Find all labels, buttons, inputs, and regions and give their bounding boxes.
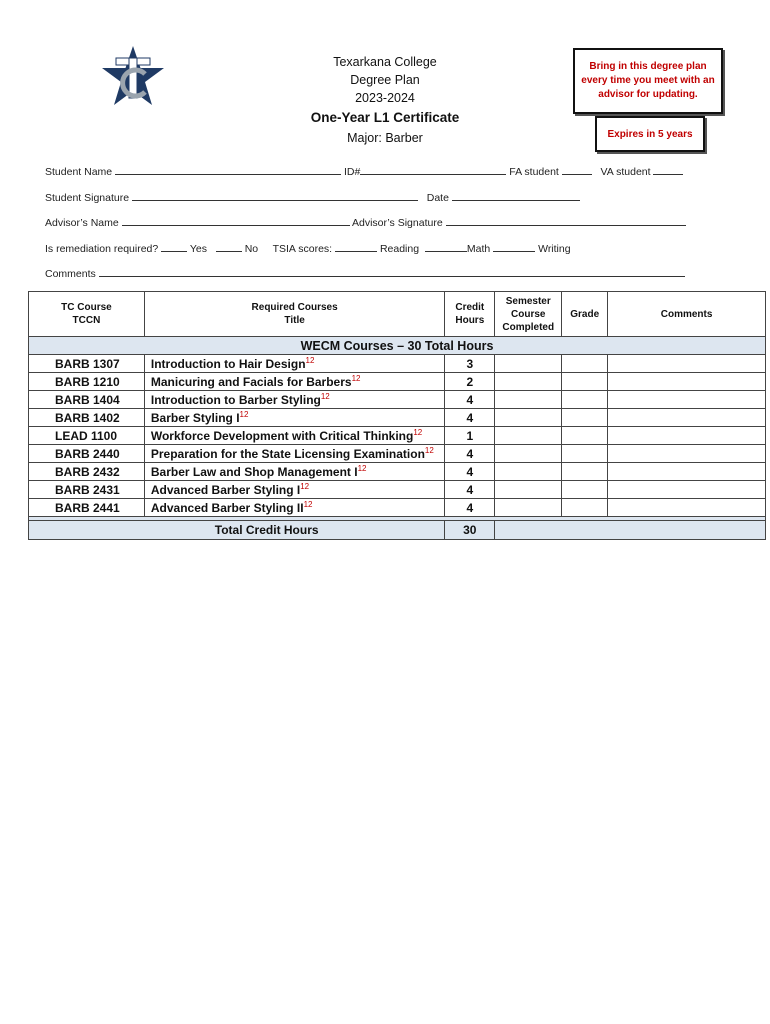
grade-cell[interactable] [562,445,608,463]
student-name-label: Student Name [45,166,113,178]
math-label: Math [466,243,491,255]
course-footnote: 12 [303,500,313,509]
tsia-label: TSIA scores: [272,243,333,255]
semester-completed-cell[interactable] [495,373,562,391]
student-name-field[interactable] [115,164,341,175]
fa-student-label: FA student [509,166,559,178]
comments-cell[interactable] [608,355,766,373]
course-title: Introduction to Hair Design [150,357,306,371]
course-title-cell [144,445,444,463]
table-row [29,427,766,445]
course-title: Workforce Development with Critical Thinking [150,429,414,443]
math-field[interactable] [425,241,467,252]
section-title: WECM Courses – 30 Total Hours [29,337,766,355]
course-title: Advanced Barber Styling I [150,483,301,497]
course-footnote: 12 [300,482,310,491]
grade-cell[interactable] [562,499,608,517]
course-code: BARB 1402 [29,409,145,427]
semester-completed-cell[interactable] [495,355,562,373]
comments-cell[interactable] [608,499,766,517]
course-footnote: 12 [239,410,249,419]
table-row [29,373,766,391]
table-row [29,463,766,481]
course-footnote: 12 [351,374,361,383]
student-signature-label: Student Signature [45,192,130,204]
course-footnote: 12 [320,392,330,401]
remediation-label: Is remediation required? [45,243,159,255]
course-footnote: 12 [357,464,367,473]
comments-cell[interactable] [608,373,766,391]
col-credit-hours: Credit Hours [445,292,495,337]
student-signature-field[interactable] [132,190,418,201]
semester-completed-cell[interactable] [495,445,562,463]
comments-field[interactable] [99,266,685,277]
tc-star-logo-icon [100,44,166,110]
course-title: Preparation for the State Licensing Examination [150,447,425,461]
date-field[interactable] [452,190,580,201]
course-code: BARB 2441 [29,499,145,517]
col-grade: Grade [562,292,608,337]
fa-student-field[interactable] [562,164,592,175]
va-student-label: VA student [600,166,651,178]
course-hours: 4 [445,481,495,499]
major-label: Major: Barber [347,131,423,145]
advisors-name-field[interactable] [122,215,350,226]
course-title: Barber Law and Shop Management I [150,465,358,479]
semester-completed-cell[interactable] [495,391,562,409]
no-field[interactable] [216,241,242,252]
plan-year: 2023-2024 [355,91,415,105]
course-footnote: 12 [424,446,434,455]
comments-cell[interactable] [608,463,766,481]
expires-text: Expires in 5 years [607,128,693,140]
col-semester-completed: Semester Course Completed [495,292,562,337]
notice-box [573,48,723,114]
course-hours: 3 [445,355,495,373]
course-title: Manicuring and Facials for Barbers [150,375,352,389]
grade-cell[interactable] [562,409,608,427]
table-row [29,499,766,517]
course-hours: 4 [445,391,495,409]
reading-label: Reading [379,243,420,255]
doc-type: Degree Plan [350,73,420,87]
total-label: Total Credit Hours [29,521,445,540]
course-code: LEAD 1100 [29,427,145,445]
course-title: Advanced Barber Styling II [150,501,304,515]
course-code: BARB 2431 [29,481,145,499]
no-label: No [244,243,259,255]
course-title-cell [144,391,444,409]
notice-text: Bring in this degree plan every time you meet with an advisor for updating. [581,61,715,100]
advisor-line [45,215,686,229]
table-header-row [29,292,766,337]
semester-completed-cell[interactable] [495,499,562,517]
comments-label: Comments [45,268,96,280]
signature-line [45,190,580,204]
course-hours: 4 [445,445,495,463]
course-title-cell [144,427,444,445]
yes-label: Yes [189,243,208,255]
course-hours: 4 [445,463,495,481]
course-title: Introduction to Barber Styling [150,393,321,407]
yes-field[interactable] [161,241,187,252]
course-code: BARB 2440 [29,445,145,463]
advisors-name-label: Advisor’s Name [45,217,119,229]
semester-completed-cell[interactable] [495,481,562,499]
semester-completed-cell[interactable] [495,427,562,445]
course-hours: 4 [445,409,495,427]
grade-cell[interactable] [562,373,608,391]
comments-cell[interactable] [608,445,766,463]
id-label: ID# [343,166,361,178]
va-student-field[interactable] [653,164,683,175]
course-title-cell [144,373,444,391]
course-footnote: 12 [305,356,315,365]
table-row [29,355,766,373]
total-hours: 30 [445,521,495,540]
course-code: BARB 1404 [29,391,145,409]
table-row [29,391,766,409]
college-name: Texarkana College [333,55,437,69]
id-field[interactable] [360,164,506,175]
table-row [29,409,766,427]
writing-label: Writing [538,243,571,255]
remediation-line [45,241,571,255]
grade-cell[interactable] [562,481,608,499]
advisors-signature-label: Advisor’s Signature [352,217,443,229]
course-hours: 1 [445,427,495,445]
comments-cell[interactable] [608,409,766,427]
comments-cell[interactable] [608,481,766,499]
writing-field[interactable] [493,241,535,252]
total-row [29,521,766,540]
course-hours: 4 [445,499,495,517]
course-title-cell [144,355,444,373]
course-code: BARB 1307 [29,355,145,373]
grade-cell[interactable] [562,463,608,481]
grade-cell[interactable] [562,427,608,445]
comments-cell[interactable] [608,391,766,409]
table-row [29,445,766,463]
advisors-signature-field[interactable] [446,215,686,226]
course-code: BARB 2432 [29,463,145,481]
certificate-title: One-Year L1 Certificate [310,110,460,125]
section-header-row [29,337,766,355]
degree-plan-table [28,291,766,540]
course-title-cell [144,409,444,427]
semester-completed-cell[interactable] [495,463,562,481]
grade-cell[interactable] [562,355,608,373]
table-row [29,481,766,499]
col-required-courses: Required Courses Title [144,292,444,337]
reading-field[interactable] [335,241,377,252]
comments-cell[interactable] [608,427,766,445]
student-info-line [45,164,683,178]
course-hours: 2 [445,373,495,391]
expires-box [595,116,705,152]
course-title: Barber Styling I [150,411,240,425]
course-footnote: 12 [413,428,423,437]
col-comments: Comments [608,292,766,337]
course-code: BARB 1210 [29,373,145,391]
course-title-cell [144,463,444,481]
course-title-cell [144,481,444,499]
grade-cell[interactable] [562,391,608,409]
date-label: Date [426,192,449,204]
col-tc-course: TC Course TCCN [29,292,145,337]
course-title-cell [144,499,444,517]
semester-completed-cell[interactable] [495,409,562,427]
comments-line [45,266,685,280]
